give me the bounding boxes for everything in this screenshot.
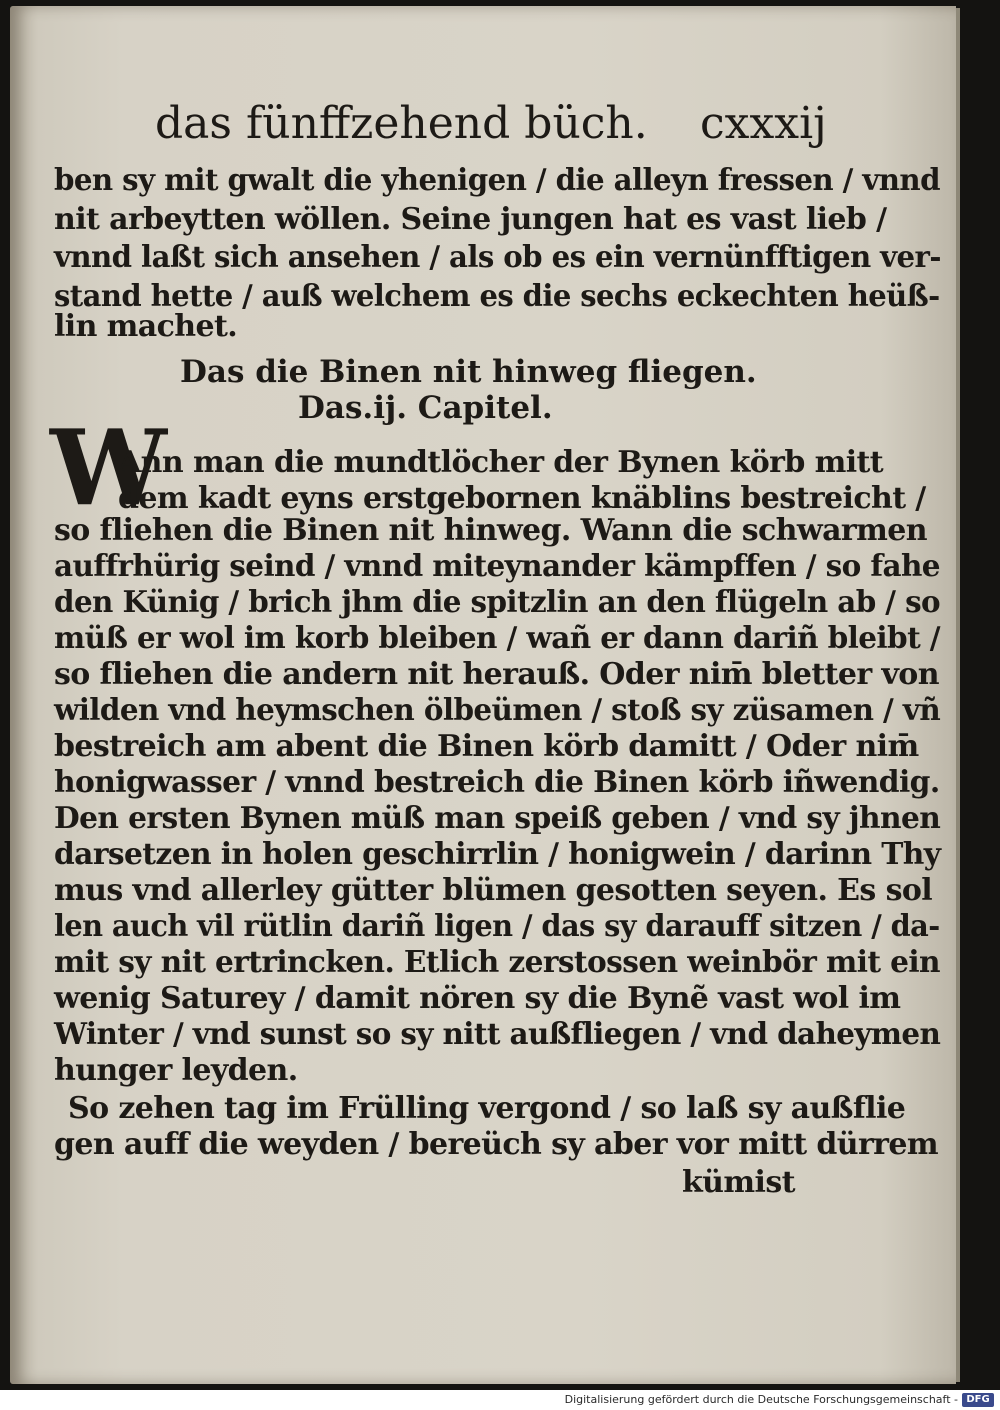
text-line: bestreich am abent die Binen körb damitt / Oder nim̄ xyxy=(54,729,919,764)
text-line: nit arbeytten wöllen. Seine jungen hat es vast lieb / xyxy=(54,202,887,237)
text-line: stand hette / auß welchem es die sechs eckechten heüß- xyxy=(54,279,940,314)
text-line: mit sy nit ertrincken. Etlich zerstossen weinbör mit ein xyxy=(54,945,941,980)
footer-bar xyxy=(0,1390,1000,1410)
text-line: Ann man die mundtlöcher der Bynen körb mitt xyxy=(118,445,884,480)
book-page xyxy=(10,6,956,1384)
text-line: lin machet. xyxy=(54,309,238,344)
chapter-title: Das die Binen nit hinweg fliegen. xyxy=(180,354,757,390)
funding-note: Digitalisierung gefördert durch die Deutsche Forschungsgemeinschaft - xyxy=(564,1393,958,1406)
text-line: darsetzen in holen geschirrlin / honigwein / darinn Thy xyxy=(54,837,941,872)
text-line: so fliehen die andern nit herauß. Oder nim̄ bletter von xyxy=(54,657,939,692)
text-line: den Künig / brich jhm die spitzlin an den flügeln ab / so xyxy=(54,585,941,620)
text-line: mus vnd allerley gütter blümen gesotten seyen. Es sol xyxy=(54,873,933,908)
text-line: Winter / vnd sunst so sy nitt außfliegen / vnd daheymen xyxy=(54,1017,941,1052)
text-line: hunger leyden. xyxy=(54,1053,298,1088)
text-line: gen auff die weyden / bereüch sy aber vor mitt dürrem xyxy=(54,1127,939,1162)
folio-number: cxxxij xyxy=(700,98,827,149)
text-line: wilden vnd heymschen ölbeümen / stoß sy züsamen / vñ xyxy=(54,693,941,728)
text-line: wenig Saturey / damit nören sy die Bynẽ vast wol im xyxy=(54,981,901,1016)
text-line: len auch vil rütlin dariñ ligen / das sy darauff sitzen / da- xyxy=(54,909,940,944)
text-line: müß er wol im korb bleiben / wañ er dann dariñ bleibt / xyxy=(54,621,940,656)
text-line: So zehen tag im Frülling vergond / so laß sy außflie xyxy=(68,1091,906,1126)
chapter-number: Das.ij. Capitel. xyxy=(298,390,553,426)
text-line: so fliehen die Binen nit hinweg. Wann die schwarmen xyxy=(54,513,927,548)
text-line: honigwasser / vnnd bestreich die Binen körb iñwendig. xyxy=(54,765,940,800)
catchword: kümist xyxy=(682,1165,795,1200)
dfg-logo: DFG xyxy=(962,1393,994,1407)
text-line: ben sy mit gwalt die yhenigen / die alleyn fressen / vnnd xyxy=(54,163,940,198)
text-line: auffrhürig seind / vnnd miteynander kämpffen / so fahe xyxy=(54,549,940,584)
page-edge xyxy=(956,8,960,1382)
running-head: das fünffzehend büch. xyxy=(155,98,648,149)
drop-capital: W xyxy=(50,406,167,529)
text-line: Den ersten Bynen müß man speiß geben / vnd sy jhnen xyxy=(54,801,941,836)
text-line: vnnd laßt sich ansehen / als ob es ein vernünfftigen ver- xyxy=(54,240,941,275)
text-line: dem kadt eyns erstgebornen knäblins bestreicht / xyxy=(118,481,926,516)
